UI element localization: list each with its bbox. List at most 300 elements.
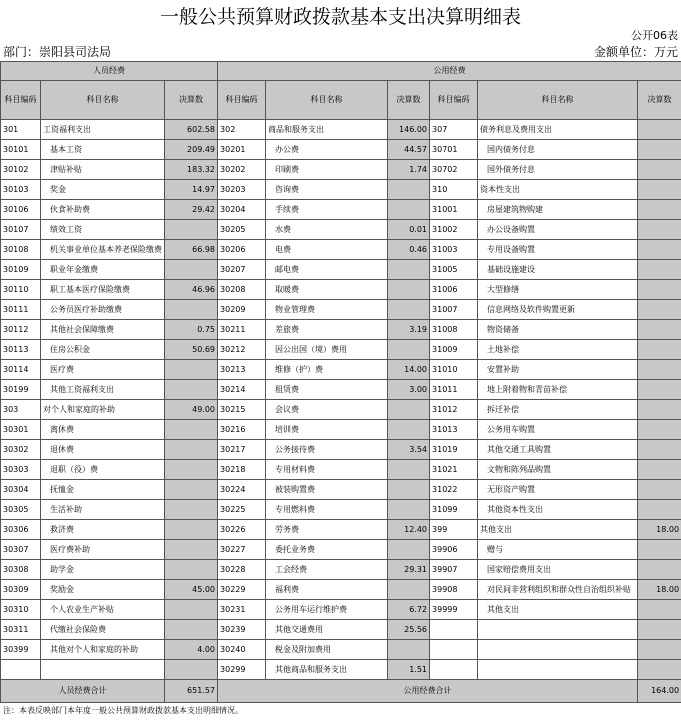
cell-code: 31002 bbox=[430, 220, 478, 240]
cell-code: 30208 bbox=[218, 280, 266, 300]
cell-amount bbox=[638, 660, 681, 680]
cell-amount bbox=[388, 200, 430, 220]
col-name-header: 科目名称 bbox=[41, 81, 165, 120]
cell-code: 310 bbox=[430, 180, 478, 200]
cell-code: 399 bbox=[430, 520, 478, 540]
cell-code bbox=[430, 660, 478, 680]
cell-amount bbox=[638, 540, 681, 560]
cell-code: 31019 bbox=[430, 440, 478, 460]
col-code-header: 科目编码 bbox=[218, 81, 266, 120]
cell-name: 劳务费 bbox=[266, 520, 388, 540]
table-row bbox=[1, 280, 681, 300]
cell-code: 30239 bbox=[218, 620, 266, 640]
cell-name: 委托业务费 bbox=[266, 540, 388, 560]
cell-code: 30309 bbox=[1, 580, 41, 600]
cell-code: 30303 bbox=[1, 460, 41, 480]
cell-amount bbox=[165, 360, 218, 380]
cell-amount bbox=[638, 200, 681, 220]
cell-code: 30305 bbox=[1, 500, 41, 520]
cell-name: 住房公积金 bbox=[41, 340, 165, 360]
cell-name: 奖金 bbox=[41, 180, 165, 200]
cell-amount bbox=[165, 300, 218, 320]
cell-code: 307 bbox=[430, 120, 478, 140]
cell-amount bbox=[165, 500, 218, 520]
cell-amount bbox=[638, 620, 681, 640]
cell-code: 31008 bbox=[430, 320, 478, 340]
cell-amount bbox=[165, 520, 218, 540]
cell-amount bbox=[165, 540, 218, 560]
cell-name: 会议费 bbox=[266, 400, 388, 420]
cell-code: 30310 bbox=[1, 600, 41, 620]
cell-code: 30214 bbox=[218, 380, 266, 400]
cell-amount bbox=[165, 620, 218, 640]
cell-name: 基础设施建设 bbox=[478, 260, 638, 280]
unit-label: 金额单位：万元 bbox=[593, 45, 678, 59]
table-row bbox=[1, 400, 681, 420]
cell-amount bbox=[638, 220, 681, 240]
cell-code: 302 bbox=[218, 120, 266, 140]
cell-code: 30226 bbox=[218, 520, 266, 540]
cell-code: 31011 bbox=[430, 380, 478, 400]
cell-name: 专用材料费 bbox=[266, 460, 388, 480]
cell-amount bbox=[388, 420, 430, 440]
table-row bbox=[1, 300, 681, 320]
cell-amount bbox=[638, 260, 681, 280]
cell-name: 咨询费 bbox=[266, 180, 388, 200]
cell-name: 赠与 bbox=[478, 540, 638, 560]
cell-name: 税金及附加费用 bbox=[266, 640, 388, 660]
cell-amount bbox=[165, 220, 218, 240]
column-header-row bbox=[1, 81, 681, 120]
cell-amount: 50.69 bbox=[165, 340, 218, 360]
cell-amount: 29.31 bbox=[388, 560, 430, 580]
section-public: 公用经费 bbox=[218, 62, 681, 81]
cell-name: 福利费 bbox=[266, 580, 388, 600]
col-amount-header: 决算数 bbox=[388, 81, 430, 120]
cell-amount: 14.00 bbox=[388, 360, 430, 380]
cell-code: 31001 bbox=[430, 200, 478, 220]
cell-code: 31010 bbox=[430, 360, 478, 380]
cell-name: 专用设备购置 bbox=[478, 240, 638, 260]
totals-row bbox=[1, 680, 681, 703]
personnel-total-label: 人员经费合计 bbox=[1, 680, 165, 703]
cell-name: 其他商品和服务支出 bbox=[266, 660, 388, 680]
cell-code: 31099 bbox=[430, 500, 478, 520]
department-label: 部门：崇阳县司法局 bbox=[3, 45, 112, 59]
cell-code: 30110 bbox=[1, 280, 41, 300]
cell-name: 助学金 bbox=[41, 560, 165, 580]
cell-code: 30203 bbox=[218, 180, 266, 200]
cell-name: 抚恤金 bbox=[41, 480, 165, 500]
cell-amount bbox=[165, 660, 218, 680]
cell-amount bbox=[388, 480, 430, 500]
cell-name: 差旅费 bbox=[266, 320, 388, 340]
cell-code: 31009 bbox=[430, 340, 478, 360]
cell-name: 工会经费 bbox=[266, 560, 388, 580]
cell-name: 其他支出 bbox=[478, 520, 638, 540]
cell-code: 30207 bbox=[218, 260, 266, 280]
cell-name: 个人农业生产补贴 bbox=[41, 600, 165, 620]
cell-amount: 44.57 bbox=[388, 140, 430, 160]
cell-code bbox=[430, 640, 478, 660]
cell-name: 国外债务付息 bbox=[478, 160, 638, 180]
cell-amount bbox=[165, 380, 218, 400]
table-row bbox=[1, 500, 681, 520]
cell-name: 大型修缮 bbox=[478, 280, 638, 300]
cell-code: 30301 bbox=[1, 420, 41, 440]
cell-name: 工资福利支出 bbox=[41, 120, 165, 140]
cell-name: 培训费 bbox=[266, 420, 388, 440]
table-row bbox=[1, 160, 681, 180]
cell-amount: 3.00 bbox=[388, 380, 430, 400]
cell-name: 水费 bbox=[266, 220, 388, 240]
cell-name: 国家赔偿费用支出 bbox=[478, 560, 638, 580]
cell-name: 手续费 bbox=[266, 200, 388, 220]
cell-name: 对民间非营利组织和群众性自治组织补贴 bbox=[478, 580, 638, 600]
table-row bbox=[1, 200, 681, 220]
cell-name: 基本工资 bbox=[41, 140, 165, 160]
cell-code: 30103 bbox=[1, 180, 41, 200]
expenditure-table bbox=[0, 61, 681, 703]
cell-amount: 46.96 bbox=[165, 280, 218, 300]
cell-code: 30308 bbox=[1, 560, 41, 580]
cell-amount bbox=[638, 500, 681, 520]
cell-code: 30211 bbox=[218, 320, 266, 340]
cell-name: 资本性支出 bbox=[478, 180, 638, 200]
cell-amount bbox=[388, 280, 430, 300]
cell-name: 生活补助 bbox=[41, 500, 165, 520]
col-name-header: 科目名称 bbox=[266, 81, 388, 120]
cell-amount bbox=[638, 460, 681, 480]
table-row bbox=[1, 220, 681, 240]
col-amount-header: 决算数 bbox=[638, 81, 681, 120]
cell-amount: 0.01 bbox=[388, 220, 430, 240]
personnel-total-value: 651.57 bbox=[165, 680, 218, 703]
cell-amount bbox=[638, 300, 681, 320]
public-total-value: 164.00 bbox=[638, 680, 681, 703]
col-amount-header: 决算数 bbox=[165, 81, 218, 120]
cell-amount bbox=[165, 480, 218, 500]
cell-name: 房屋建筑物购建 bbox=[478, 200, 638, 220]
public-total-label: 公用经费合计 bbox=[218, 680, 638, 703]
section-personnel: 人员经费 bbox=[1, 62, 218, 81]
cell-amount bbox=[638, 440, 681, 460]
page-title: 一般公共预算财政拨款基本支出决算明细表 bbox=[159, 6, 521, 28]
cell-code: 39999 bbox=[430, 600, 478, 620]
cell-name: 职工基本医疗保险缴费 bbox=[41, 280, 165, 300]
cell-amount: 209.49 bbox=[165, 140, 218, 160]
cell-amount bbox=[638, 160, 681, 180]
footnote: 注：本表反映部门本年度一般公共预算财政拨款基本支出明细情况。 bbox=[3, 706, 243, 715]
cell-code: 39906 bbox=[430, 540, 478, 560]
cell-code: 30215 bbox=[218, 400, 266, 420]
table-row bbox=[1, 380, 681, 400]
cell-code: 30240 bbox=[218, 640, 266, 660]
cell-amount: 66.98 bbox=[165, 240, 218, 260]
cell-code: 31012 bbox=[430, 400, 478, 420]
cell-amount bbox=[638, 400, 681, 420]
cell-code: 31006 bbox=[430, 280, 478, 300]
cell-amount: 183.32 bbox=[165, 160, 218, 180]
col-name-header: 科目名称 bbox=[478, 81, 638, 120]
cell-name: 其他支出 bbox=[478, 600, 638, 620]
cell-name: 救济费 bbox=[41, 520, 165, 540]
cell-amount bbox=[638, 380, 681, 400]
cell-code: 301 bbox=[1, 120, 41, 140]
table-row bbox=[1, 540, 681, 560]
table-row bbox=[1, 440, 681, 460]
cell-amount bbox=[388, 540, 430, 560]
table-row bbox=[1, 580, 681, 600]
cell-name: 离休费 bbox=[41, 420, 165, 440]
cell-amount bbox=[638, 420, 681, 440]
cell-code: 31007 bbox=[430, 300, 478, 320]
cell-code: 30209 bbox=[218, 300, 266, 320]
cell-amount: 45.00 bbox=[165, 580, 218, 600]
cell-amount: 3.19 bbox=[388, 320, 430, 340]
cell-code: 39908 bbox=[430, 580, 478, 600]
cell-name: 土地补偿 bbox=[478, 340, 638, 360]
col-code-header: 科目编码 bbox=[430, 81, 478, 120]
cell-amount: 146.00 bbox=[388, 120, 430, 140]
cell-amount bbox=[638, 480, 681, 500]
cell-name: 对个人和家庭的补助 bbox=[41, 400, 165, 420]
table-row bbox=[1, 640, 681, 660]
table-row bbox=[1, 180, 681, 200]
cell-amount: 14.97 bbox=[165, 180, 218, 200]
cell-amount: 0.46 bbox=[388, 240, 430, 260]
cell-amount: 18.00 bbox=[638, 520, 681, 540]
cell-code: 30109 bbox=[1, 260, 41, 280]
cell-code: 30212 bbox=[218, 340, 266, 360]
table-row bbox=[1, 120, 681, 140]
cell-amount bbox=[638, 360, 681, 380]
cell-name: 伙食补助费 bbox=[41, 200, 165, 220]
cell-amount bbox=[388, 300, 430, 320]
cell-code: 30106 bbox=[1, 200, 41, 220]
cell-amount: 3.54 bbox=[388, 440, 430, 460]
table-row bbox=[1, 620, 681, 640]
cell-code: 30306 bbox=[1, 520, 41, 540]
cell-name: 信息网络及软件购置更新 bbox=[478, 300, 638, 320]
cell-amount bbox=[388, 500, 430, 520]
cell-name: 医疗费 bbox=[41, 360, 165, 380]
cell-code: 30299 bbox=[218, 660, 266, 680]
cell-name: 公务员医疗补助缴费 bbox=[41, 300, 165, 320]
table-row bbox=[1, 240, 681, 260]
cell-code: 31022 bbox=[430, 480, 478, 500]
cell-amount bbox=[165, 260, 218, 280]
cell-amount: 1.74 bbox=[388, 160, 430, 180]
cell-name: 奖励金 bbox=[41, 580, 165, 600]
cell-code: 30218 bbox=[218, 460, 266, 480]
cell-name: 医疗费补助 bbox=[41, 540, 165, 560]
table-row bbox=[1, 520, 681, 540]
cell-name: 租赁费 bbox=[266, 380, 388, 400]
cell-name: 其他交通工具购置 bbox=[478, 440, 638, 460]
cell-amount bbox=[165, 560, 218, 580]
cell-name bbox=[478, 660, 638, 680]
cell-name: 物业管理费 bbox=[266, 300, 388, 320]
cell-code: 30216 bbox=[218, 420, 266, 440]
cell-name: 其他交通费用 bbox=[266, 620, 388, 640]
cell-code: 30227 bbox=[218, 540, 266, 560]
cell-code: 30202 bbox=[218, 160, 266, 180]
cell-amount: 6.72 bbox=[388, 600, 430, 620]
cell-amount: 4.00 bbox=[165, 640, 218, 660]
cell-amount bbox=[388, 400, 430, 420]
cell-code: 30702 bbox=[430, 160, 478, 180]
cell-code: 30217 bbox=[218, 440, 266, 460]
cell-amount bbox=[638, 640, 681, 660]
cell-name: 公务用车运行维护费 bbox=[266, 600, 388, 620]
cell-code: 30302 bbox=[1, 440, 41, 460]
cell-code: 30213 bbox=[218, 360, 266, 380]
cell-amount bbox=[638, 120, 681, 140]
table-row bbox=[1, 360, 681, 380]
cell-amount: 1.51 bbox=[388, 660, 430, 680]
cell-code: 30206 bbox=[218, 240, 266, 260]
cell-name: 公务接待费 bbox=[266, 440, 388, 460]
cell-amount: 49.00 bbox=[165, 400, 218, 420]
cell-code: 30311 bbox=[1, 620, 41, 640]
cell-amount bbox=[388, 180, 430, 200]
cell-name: 债务利息及费用支出 bbox=[478, 120, 638, 140]
cell-code: 30101 bbox=[1, 140, 41, 160]
cell-name: 邮电费 bbox=[266, 260, 388, 280]
table-row bbox=[1, 140, 681, 160]
cell-amount bbox=[165, 420, 218, 440]
cell-code: 30701 bbox=[430, 140, 478, 160]
cell-name: 专用燃料费 bbox=[266, 500, 388, 520]
cell-name: 印刷费 bbox=[266, 160, 388, 180]
col-code-header: 科目编码 bbox=[1, 81, 41, 120]
cell-amount: 29.42 bbox=[165, 200, 218, 220]
cell-amount bbox=[165, 440, 218, 460]
cell-name: 拆迁补偿 bbox=[478, 400, 638, 420]
cell-code: 30108 bbox=[1, 240, 41, 260]
table-row bbox=[1, 260, 681, 280]
cell-amount bbox=[638, 600, 681, 620]
cell-amount bbox=[165, 460, 218, 480]
cell-name bbox=[41, 660, 165, 680]
cell-code bbox=[430, 620, 478, 640]
cell-amount bbox=[388, 460, 430, 480]
cell-amount: 602.58 bbox=[165, 120, 218, 140]
table-row bbox=[1, 560, 681, 580]
cell-name: 津贴补贴 bbox=[41, 160, 165, 180]
cell-code: 30102 bbox=[1, 160, 41, 180]
cell-name bbox=[478, 640, 638, 660]
cell-name bbox=[478, 620, 638, 640]
cell-name: 电费 bbox=[266, 240, 388, 260]
cell-code: 31021 bbox=[430, 460, 478, 480]
cell-code: 30304 bbox=[1, 480, 41, 500]
cell-name: 绩效工资 bbox=[41, 220, 165, 240]
cell-name: 文物和陈列品购置 bbox=[478, 460, 638, 480]
cell-amount bbox=[638, 280, 681, 300]
cell-name: 退职（役）费 bbox=[41, 460, 165, 480]
cell-name: 办公设备购置 bbox=[478, 220, 638, 240]
cell-code: 30205 bbox=[218, 220, 266, 240]
table-row bbox=[1, 460, 681, 480]
cell-amount bbox=[165, 600, 218, 620]
cell-name: 因公出国（境）费用 bbox=[266, 340, 388, 360]
table-row bbox=[1, 600, 681, 620]
cell-code: 39907 bbox=[430, 560, 478, 580]
cell-amount bbox=[388, 640, 430, 660]
cell-code: 30225 bbox=[218, 500, 266, 520]
cell-name: 取暖费 bbox=[266, 280, 388, 300]
cell-name: 无形资产购置 bbox=[478, 480, 638, 500]
cell-amount: 25.56 bbox=[388, 620, 430, 640]
cell-amount: 0.75 bbox=[165, 320, 218, 340]
cell-name: 退休费 bbox=[41, 440, 165, 460]
section-header-row bbox=[1, 62, 681, 81]
table-row bbox=[1, 480, 681, 500]
cell-amount: 18.00 bbox=[638, 580, 681, 600]
table-row bbox=[1, 340, 681, 360]
cell-code: 31005 bbox=[430, 260, 478, 280]
cell-name: 其他资本性支出 bbox=[478, 500, 638, 520]
cell-name: 其他社会保障缴费 bbox=[41, 320, 165, 340]
cell-code: 30307 bbox=[1, 540, 41, 560]
cell-code: 30231 bbox=[218, 600, 266, 620]
cell-name: 被装购置费 bbox=[266, 480, 388, 500]
cell-code: 30112 bbox=[1, 320, 41, 340]
cell-name: 职业年金缴费 bbox=[41, 260, 165, 280]
cell-name: 国内债务付息 bbox=[478, 140, 638, 160]
cell-amount bbox=[388, 260, 430, 280]
cell-amount bbox=[388, 340, 430, 360]
cell-amount bbox=[638, 560, 681, 580]
cell-name: 地上附着物和青苗补偿 bbox=[478, 380, 638, 400]
cell-name: 物资储备 bbox=[478, 320, 638, 340]
cell-code: 30399 bbox=[1, 640, 41, 660]
cell-name: 机关事业单位基本养老保险缴费 bbox=[41, 240, 165, 260]
cell-code: 30199 bbox=[1, 380, 41, 400]
cell-code bbox=[1, 660, 41, 680]
cell-code: 31013 bbox=[430, 420, 478, 440]
cell-code: 31003 bbox=[430, 240, 478, 260]
cell-amount bbox=[638, 320, 681, 340]
cell-name: 安置补助 bbox=[478, 360, 638, 380]
table-row bbox=[1, 320, 681, 340]
cell-amount bbox=[638, 180, 681, 200]
cell-amount bbox=[638, 140, 681, 160]
cell-name: 其他工资福利支出 bbox=[41, 380, 165, 400]
cell-name: 公务用车购置 bbox=[478, 420, 638, 440]
table-row bbox=[1, 660, 681, 680]
cell-code: 30228 bbox=[218, 560, 266, 580]
cell-name: 办公费 bbox=[266, 140, 388, 160]
table-row bbox=[1, 420, 681, 440]
form-code: 公开06表 bbox=[631, 29, 678, 42]
cell-amount bbox=[388, 580, 430, 600]
cell-amount bbox=[638, 340, 681, 360]
cell-code: 30107 bbox=[1, 220, 41, 240]
cell-amount: 12.40 bbox=[388, 520, 430, 540]
cell-code: 303 bbox=[1, 400, 41, 420]
cell-code: 30114 bbox=[1, 360, 41, 380]
cell-name: 代缴社会保险费 bbox=[41, 620, 165, 640]
cell-code: 30224 bbox=[218, 480, 266, 500]
cell-code: 30111 bbox=[1, 300, 41, 320]
cell-amount bbox=[638, 240, 681, 260]
cell-code: 30204 bbox=[218, 200, 266, 220]
cell-name: 维修（护）费 bbox=[266, 360, 388, 380]
cell-code: 30229 bbox=[218, 580, 266, 600]
